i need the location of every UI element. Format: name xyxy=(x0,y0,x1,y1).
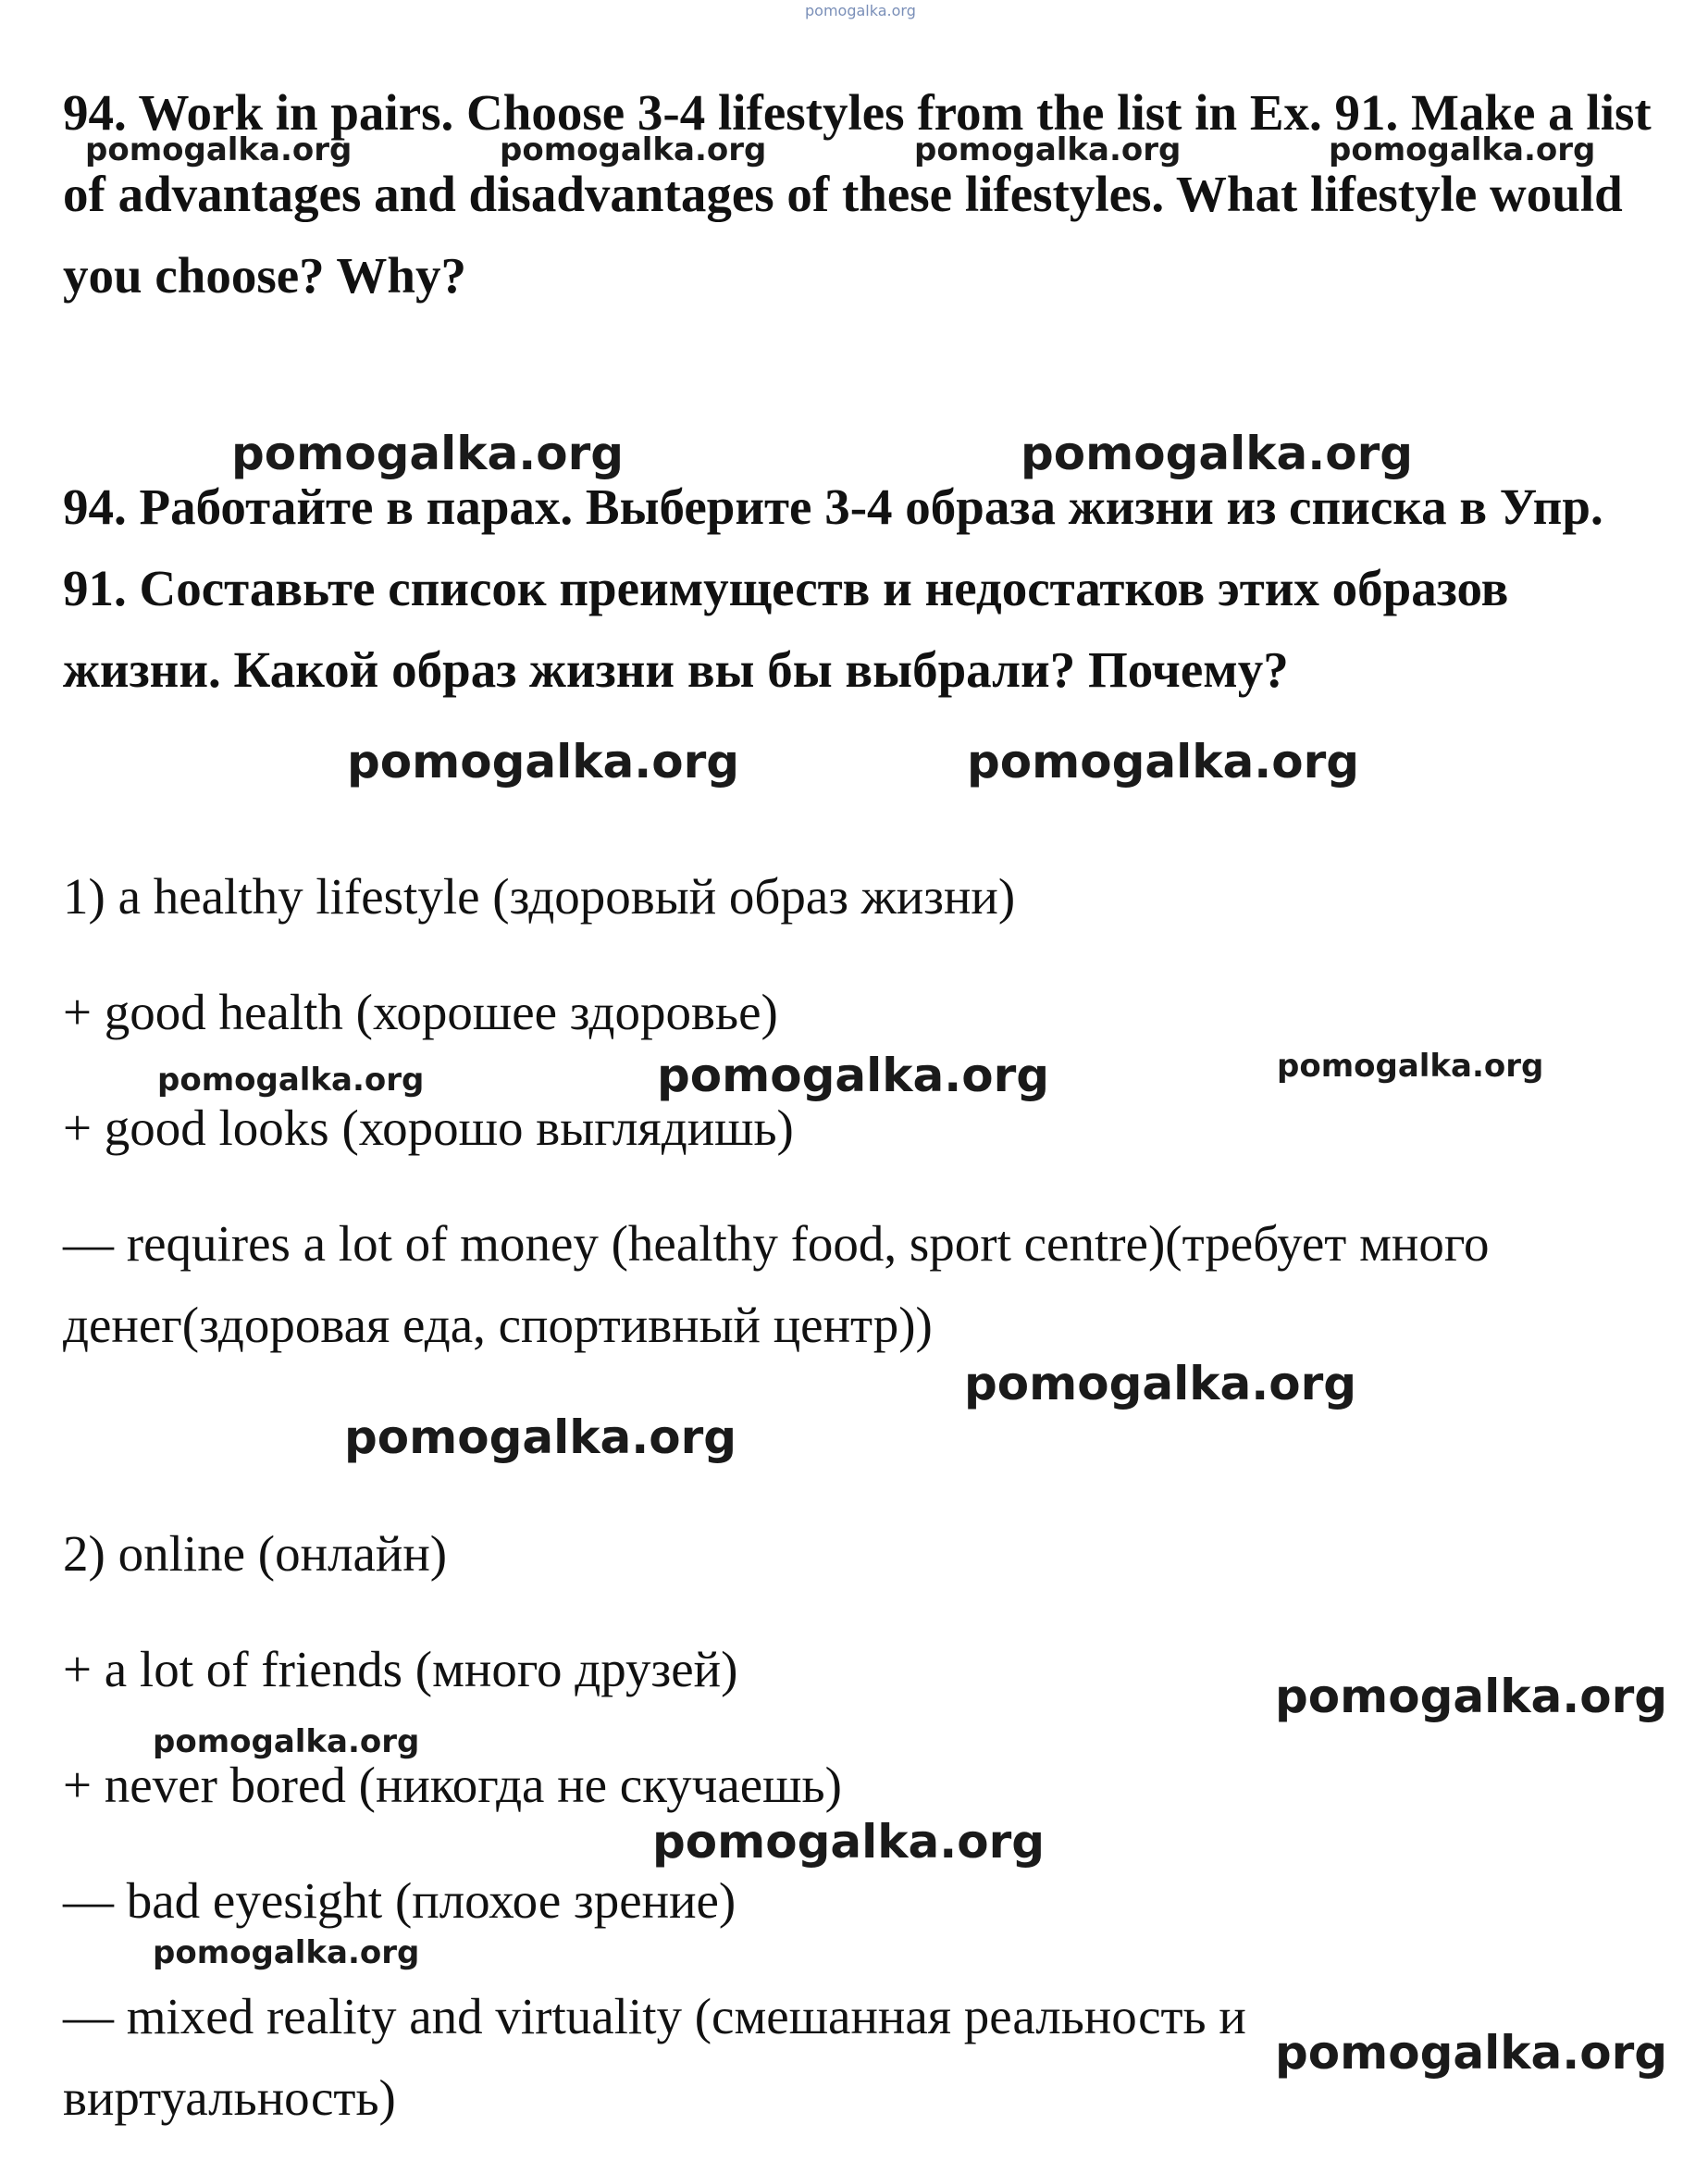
answer-line: — bad eyesight (плохое зрение) xyxy=(63,1872,736,1929)
watermark: pomogalka.org xyxy=(157,1062,425,1099)
answer-line: 1) a healthy lifestyle (здоровый образ жизни) xyxy=(63,868,1016,925)
watermark: pomogalka.org xyxy=(1021,427,1414,480)
answer-line: 2) online (онлайн) xyxy=(63,1525,448,1582)
task-english: 94. Work in pairs. Choose 3-4 lifestyles from the list in Ex. 91. Make a list of advantages and disadvantages of these lifestyles. What lifestyle would you choose? Why? xyxy=(63,84,1652,304)
answer-line: + good looks (хорошо выглядишь) xyxy=(63,1099,794,1156)
answer-line: — mixed reality and virtuality (смешанная реальность и виртуальность) xyxy=(63,1988,1246,2126)
watermark: pomogalka.org xyxy=(967,735,1360,789)
watermark: pomogalka.org xyxy=(500,131,767,168)
task-russian: 94. Работайте в парах. Выберите 3-4 образа жизни из списка в Упр. 91. Составьте список преимуществ и недостатков этих образов жизни. Какой образ жизни вы бы выбрали? Почему? xyxy=(63,478,1603,698)
answer-line: — requires a lot of money (healthy food, sport centre)(требует много денег(здоровая еда, спортивный центр)) xyxy=(63,1215,1490,1353)
watermark: pomogalka.org xyxy=(85,131,353,168)
watermark: pomogalka.org xyxy=(1329,131,1596,168)
watermark: pomogalka.org xyxy=(344,1410,737,1464)
watermark: pomogalka.org xyxy=(1275,1670,1668,1723)
watermark: pomogalka.org xyxy=(964,1357,1357,1410)
answer-line: + never bored (никогда не скучаешь) xyxy=(63,1757,842,1813)
watermark: pomogalka.org xyxy=(153,1723,420,1760)
watermark: pomogalka.org xyxy=(1275,2026,1668,2080)
watermark: pomogalka.org xyxy=(657,1049,1050,1102)
watermark: pomogalka.org xyxy=(347,735,740,789)
answer-line: + a lot of friends (много друзей) xyxy=(63,1641,738,1697)
watermark: pomogalka.org xyxy=(231,427,625,480)
watermark: pomogalka.org xyxy=(1277,1048,1544,1085)
watermark: pomogalka.org xyxy=(153,1934,420,1971)
watermark: pomogalka.org xyxy=(805,2,916,19)
answer-line: + good health (хорошее здоровье) xyxy=(63,984,778,1040)
watermark: pomogalka.org xyxy=(914,131,1182,168)
watermark: pomogalka.org xyxy=(652,1815,1046,1869)
